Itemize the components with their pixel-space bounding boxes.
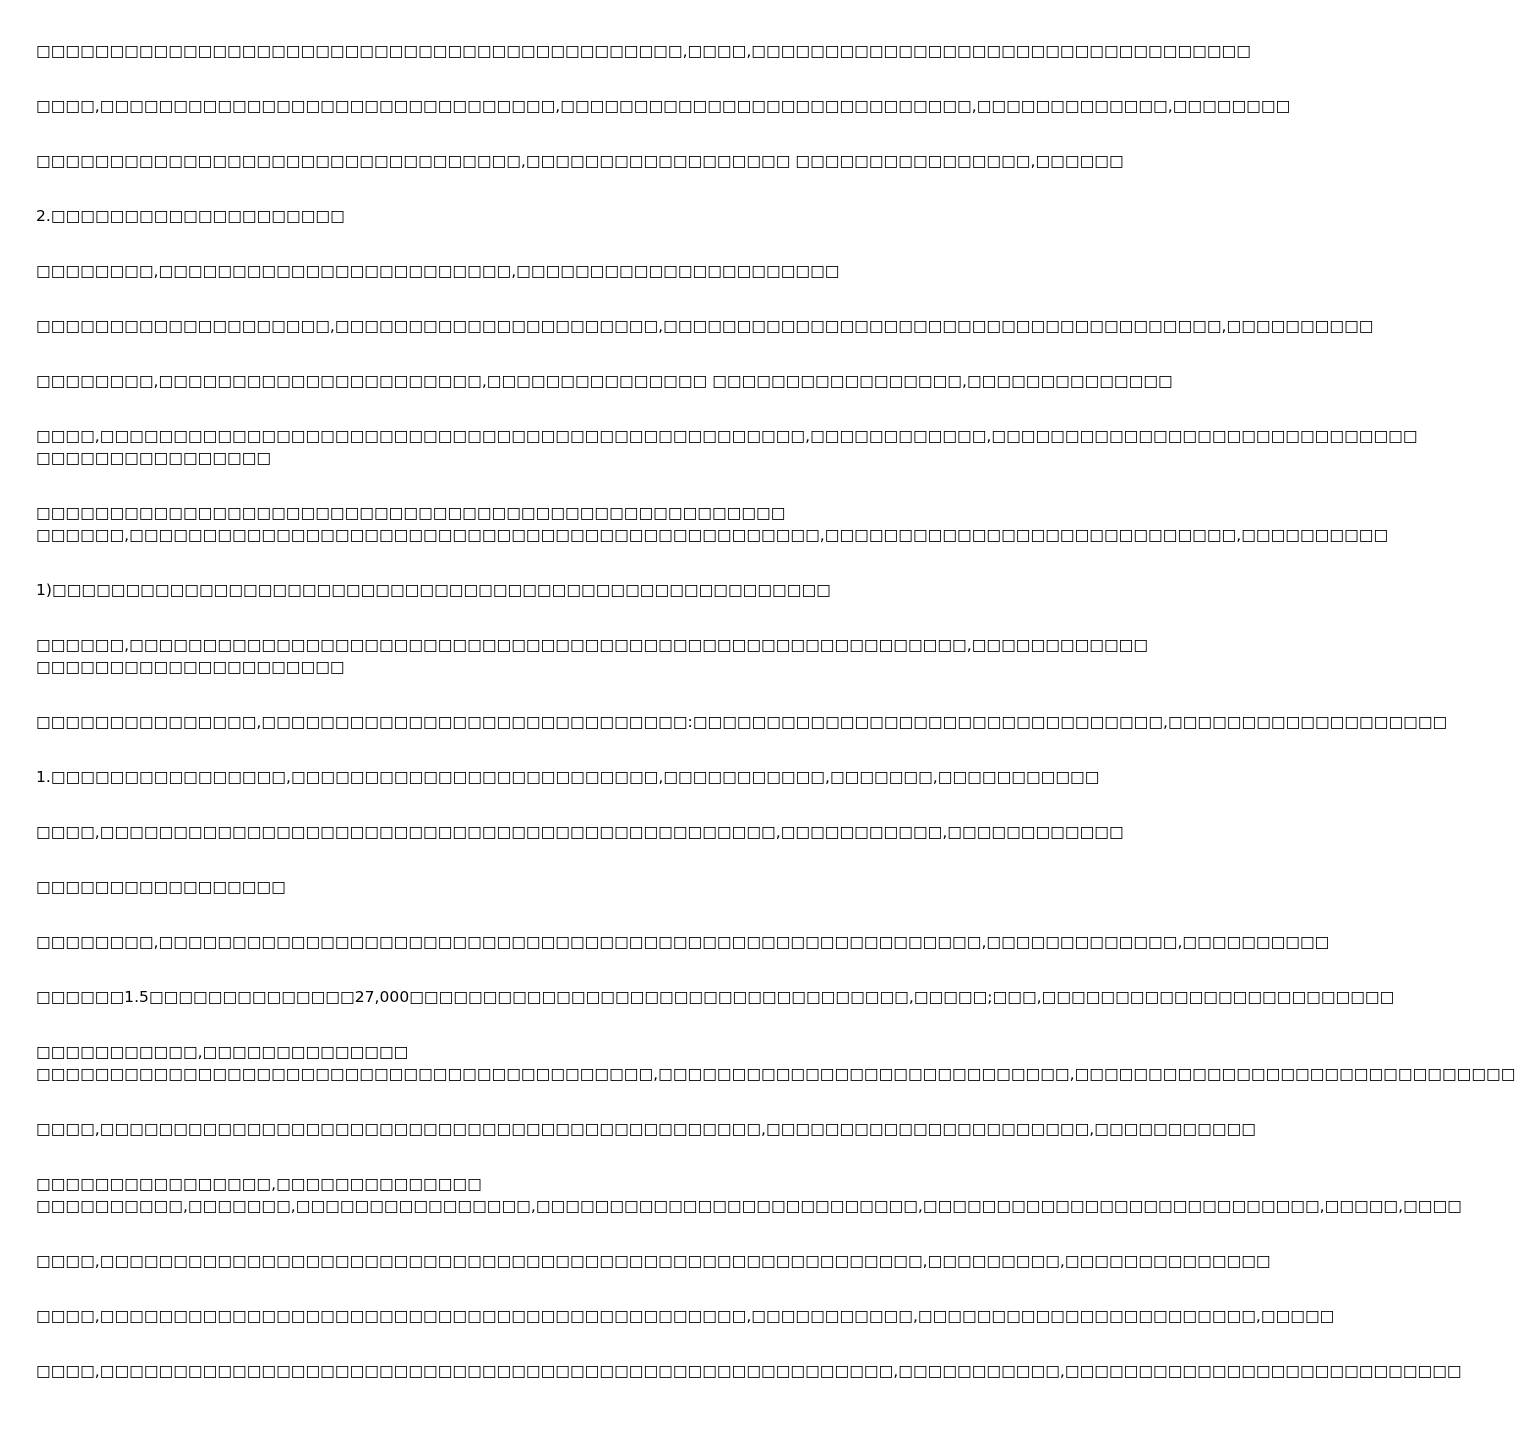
text-line: 1.□□□□□□□□□□□□□□□□,□□□□□□□□□□□□□□□□□□□□□□□□□,□□□□□□□□□□□,□□□□□□□,□□□□□□□□□□□ bbox=[36, 768, 1100, 786]
paragraph bbox=[36, 1250, 1271, 1272]
paragraph bbox=[36, 766, 1100, 788]
paragraph bbox=[36, 876, 988, 898]
text-line: □□□□□□□□□□□□□□□□□□□□,□□□□□□□□□□□□□□□□□□□□□□,□□□□□□□□□□□□□□□□□□□□□□□□□□□□□□□□□□□□□□,□□□□□□□□□□ bbox=[36, 317, 1374, 335]
paragraph bbox=[36, 1360, 1462, 1382]
paragraph bbox=[36, 370, 1173, 392]
text-line: □□□□,□□□□□□□□□□□□□□□□□□□□□□□□□□□□□□□□□□□□□□□□□□□□□□□□,□□□□□□□□□□□□,□□□□□□□□□□□□□□□□□□□□□□□□□□□□□ □□□□□□□□□□□□□□□□ bbox=[36, 427, 1418, 467]
text-line: □□□□□□□□□□□□□□□□,□□□□□□□□□□□□□□ □□□□□□□□□□,□□□□□□□,□□□□□□□□□□□□□□□□,□□□□□□□□□□□□□□□□□□□□□□□□□□,□□□□□□□□□□□□□□□□□□□□□□□□□□□,□□□□□,□□□□ bbox=[36, 1175, 1462, 1215]
paragraph bbox=[36, 425, 1418, 469]
text-line: □□□□,□□□□□□□□□□□□□□□□□□□□□□□□□□□□□□□□□□□□□□□□□□□□□□□□□□□□□□□□,□□□□□□□□□,□□□□□□□□□□□□□□ bbox=[36, 1252, 1271, 1270]
text-line: □□□□□□□□,□□□□□□□□□□□□□□□□□□□□□□□□,□□□□□□□□□□□□□□□□□□□□□□ bbox=[36, 262, 840, 280]
paragraph bbox=[36, 315, 1374, 337]
document-body bbox=[36, 40, 1515, 1382]
text-line: □□□□□□□□□□□□□□□□□□□□□□□□□□□□□□□□□□□□□□□□□□□□,□□□□,□□□□□□□□□□□□□□□□□□□□□□□□□□□□□□□□□□ bbox=[36, 42, 1251, 60]
paragraph bbox=[36, 634, 1149, 678]
paragraph bbox=[36, 931, 1330, 953]
text-line: 2.□□□□□□□□□□□□□□□□□□□□ bbox=[36, 207, 345, 225]
text-line: □□□□□□□□□□□□□□□□□□□□□□□□□□□□□□□□□,□□□□□□□□□□□□□□□□□□ □□□□□□□□□□□□□□□□,□□□□□□ bbox=[36, 152, 1124, 170]
paragraph bbox=[36, 260, 988, 282]
paragraph bbox=[36, 1041, 1515, 1085]
text-line: □□□□□□□□□□□,□□□□□□□□□□□□□□ □□□□□□□□□□□□□□□□□□□□□□□□□□□□□□□□□□□□□□□□□□,□□□□□□□□□□□□□□□□□□□□□□□□□□□□,□□□□□□□□□□□□□□□□□□□□□□□□□□□□□□ bbox=[36, 1043, 1515, 1083]
text-line: □□□□□□□□,□□□□□□□□□□□□□□□□□□□□□□,□□□□□□□□□□□□□□□ □□□□□□□□□□□□□□□□□,□□□□□□□□□□□□□□ bbox=[36, 372, 1173, 390]
paragraph bbox=[36, 502, 1389, 546]
text-line: □□□□,□□□□□□□□□□□□□□□□□□□□□□□□□□□□□□□□□□□□□□□□□□□□□□□□□□□□□□,□□□□□□□□□□□,□□□□□□□□□□□□□□□□□□□□□□□□□□□ bbox=[36, 1362, 1462, 1380]
text-line: □□□□,□□□□□□□□□□□□□□□□□□□□□□□□□□□□□□□□□□□□□□□□□□□□□,□□□□□□□□□□□□□□□□□□□□□□,□□□□□□□□□□□ bbox=[36, 1120, 1256, 1138]
text-line: □□□□□□□□,□□□□□□□□□□□□□□□□□□□□□□□□□□□□□□□□□□□□□□□□□□□□□□□□□□□□□□□□,□□□□□□□□□□□□□,□□□□□□□□□□ bbox=[36, 933, 1330, 951]
paragraph bbox=[36, 205, 988, 227]
text-line: □□□□,□□□□□□□□□□□□□□□□□□□□□□□□□□□□□□□□□□□□□□□□□□□□,□□□□□□□□□□□,□□□□□□□□□□□□□□□□□□□□□□□,□□□□□ bbox=[36, 1307, 1335, 1325]
text-line: □□□□□□,□□□□□□□□□□□□□□□□□□□□□□□□□□□□□□□□□□□□□□□□□□□□□□□□□□□□□□□□□,□□□□□□□□□□□□ □□□□□□□□□□□□□□□□□□□□□ bbox=[36, 636, 1149, 676]
paragraph bbox=[36, 150, 1124, 172]
paragraph bbox=[36, 821, 1124, 843]
paragraph bbox=[36, 1118, 1256, 1140]
paragraph bbox=[36, 1173, 1462, 1217]
text-line: □□□□,□□□□□□□□□□□□□□□□□□□□□□□□□□□□□□□,□□□□□□□□□□□□□□□□□□□□□□□□□□□□,□□□□□□□□□□□□□,□□□□□□□□ bbox=[36, 97, 1291, 115]
paragraph bbox=[36, 1305, 1335, 1327]
text-line: □□□□□□□□□□□□□□□,□□□□□□□□□□□□□□□□□□□□□□□□□□□□□:□□□□□□□□□□□□□□□□□□□□□□□□□□□□□□□□,□□□□□□□□□□□□□□□□□□□ bbox=[36, 713, 1448, 731]
text-line: □□□□,□□□□□□□□□□□□□□□□□□□□□□□□□□□□□□□□□□□□□□□□□□□□□□,□□□□□□□□□□□,□□□□□□□□□□□□ bbox=[36, 823, 1124, 841]
paragraph bbox=[36, 711, 1448, 733]
paragraph bbox=[36, 95, 1291, 117]
paragraph bbox=[36, 986, 1395, 1008]
text-line: □□□□□□1.5□□□□□□□□□□□□□□27,000□□□□□□□□□□□□□□□□□□□□□□□□□□□□□□□□□□,□□□□□;□□□,□□□□□□□□□□□□□□□□□□□□□□□□ bbox=[36, 988, 1395, 1006]
text-line: 1)□□□□□□□□□□□□□□□□□□□□□□□□□□□□□□□□□□□□□□□□□□□□□□□□□□□□□ bbox=[36, 581, 831, 599]
paragraph bbox=[36, 579, 988, 601]
paragraph bbox=[36, 40, 1251, 62]
text-line: □□□□□□□□□□□□□□□□□□□□□□□□□□□□□□□□□□□□□□□□□□□□□□□□□□□ □□□□□□,□□□□□□□□□□□□□□□□□□□□□□□□□□□□□□□□□□□□□□□□□□□□□□□,□□□□□□□□□□□□□□□□□□□□□□□□□□□□,□□□□□□□□□□ bbox=[36, 504, 1389, 544]
text-line: □□□□□□□□□□□□□□□□□ bbox=[36, 878, 286, 896]
